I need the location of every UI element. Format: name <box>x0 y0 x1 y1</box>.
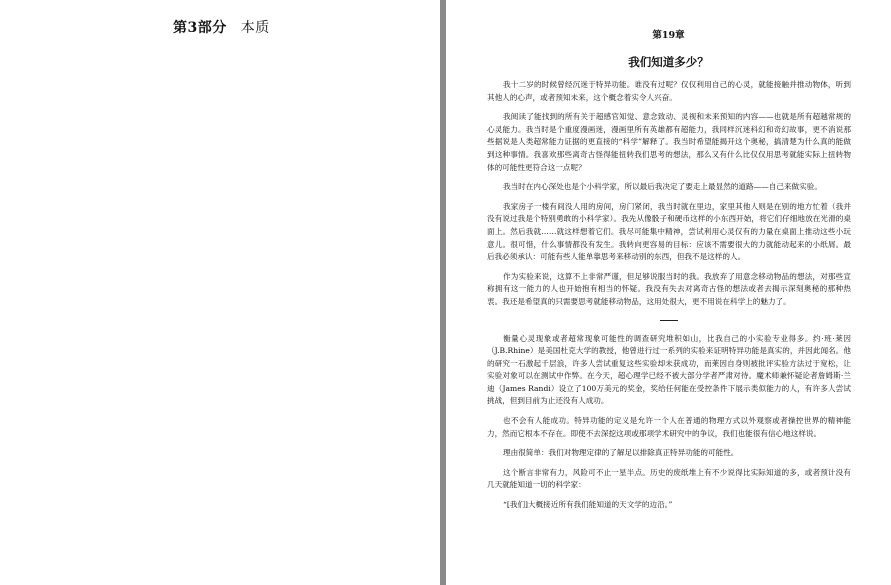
paragraph: 理由很简单：我们对物理定律的了解足以排除真正特异功能的可能性。 <box>503 448 739 458</box>
paragraph: 我阅读了能找到的所有关于超感官知觉、意念致动、灵视和未来预知的内容——也就是所有超越常规的心灵能力。我当时是个重度漫画迷，漫画里所有英雄都有超能力，我同样沉迷科幻和奇幻故事，更不消说那些据说是人类超常能力证据的更直接的“科学”解释了。我当时希望能揭开这个奥秘，搞清楚为什么真的能做到这种事情。我喜欢那些离奇古怪得能扭转我们思考的想法，那么又有什么比仅仅用思考就能实际上扭转物体的可能性更符合这一点呢？ <box>487 112 851 172</box>
chapter-number: 第19章 <box>652 30 685 41</box>
paragraph: 我当时在内心深处也是个小科学家，所以最后我决定了要走上最显然的道路——自己来做实验。 <box>503 182 822 192</box>
quote-paragraph: “[我们]大概接近所有我们能知道的天文学的边沿。” <box>503 500 673 510</box>
left-page <box>0 0 440 585</box>
part-heading <box>173 17 270 37</box>
chapter-body <box>487 79 851 519</box>
paragraph: 作为实验来说，这算不上非常严谨，但足够说服当时的我。我放弃了用意念移动物品的想法，对那些宣称拥有这一能力的人也开始抱有相当的怀疑。我没有失去对离奇古怪的想法或者去揭示深刻奥秘的那种热衷。我还是希望真的只需要思考就能移动物品，这用处很大，更不用说在科学上的魅力了。 <box>487 271 851 306</box>
paragraph: 也不会有人能成功。特异功能的定义是允许一个人在普通的物理方式以外观察或者操控世界的精神能力，然而它根本不存在。即使不去深挖这项或那项学术研究中的争议，我们也能很有信心地这样说。 <box>487 416 851 438</box>
paragraph: 我十二岁的时候曾经沉迷于特异功能。谁没有过呢？仅仅利用自己的心灵，就能接触并推动物体，听到其他人的心声，或者预知未来，这个概念着实令人兴奋。 <box>487 80 851 102</box>
part-name: 本质 <box>240 20 270 36</box>
paragraph: 我家房子一楼有间没人用的房间，房门紧闭，我当时就在里边，家里其他人则是在别的地方忙着（我并没有说过我是个特别勇敢的小科学家）。我先从像骰子和硬币这样的小东西开始，将它们仔细地放在光滑的桌面上。然后我就……就这样想着它们。我尽可能集中精神，尝试利用心灵仅有的力量在桌面上推动这些小玩意儿。很可惜，什么事情都没有发生。我转向更容易的目标：应该不需要很大的力就能动起来的小纸屑。最后我必须承认：可能有些人能单靠思考来移动别的东西，但我不是这样的人。 <box>487 201 851 262</box>
paragraph: 衡量心灵现象或者超常现象可能性的调查研究堆积如山，比我自己的小实验专业得多。约·班·莱因（J.B.Rhine）是美国杜克大学的教授，他曾进行过一系列的实验来证明特异功能是真实的，并因此闻名。他的研究一石激起千层浪，许多人尝试重复这些实验却未获成功，而莱因自身则被批评实验方法过于宽松，让实验对象可以在测试中作弊。在今天，超心理学已经不被大部分学者严肃对待。魔术师兼怀疑论者詹姆斯·兰迪（James Randi）设立了100万美元的奖金，奖给任何能在受控条件下展示类似能力的人，有许多人尝试挑战，但到目前为止还没有人成功。 <box>487 333 851 406</box>
paragraph: 这个断言非常有力，风险可不止一星半点。历史的废纸堆上有不少说得比实际知道的多，或者预计没有几天就能知道一切的科学家： <box>487 467 851 490</box>
part-label: 第3部分 <box>173 20 227 36</box>
right-page <box>446 0 891 585</box>
section-separator <box>660 320 678 321</box>
chapter-title: 我们知道多少？ <box>628 55 709 69</box>
